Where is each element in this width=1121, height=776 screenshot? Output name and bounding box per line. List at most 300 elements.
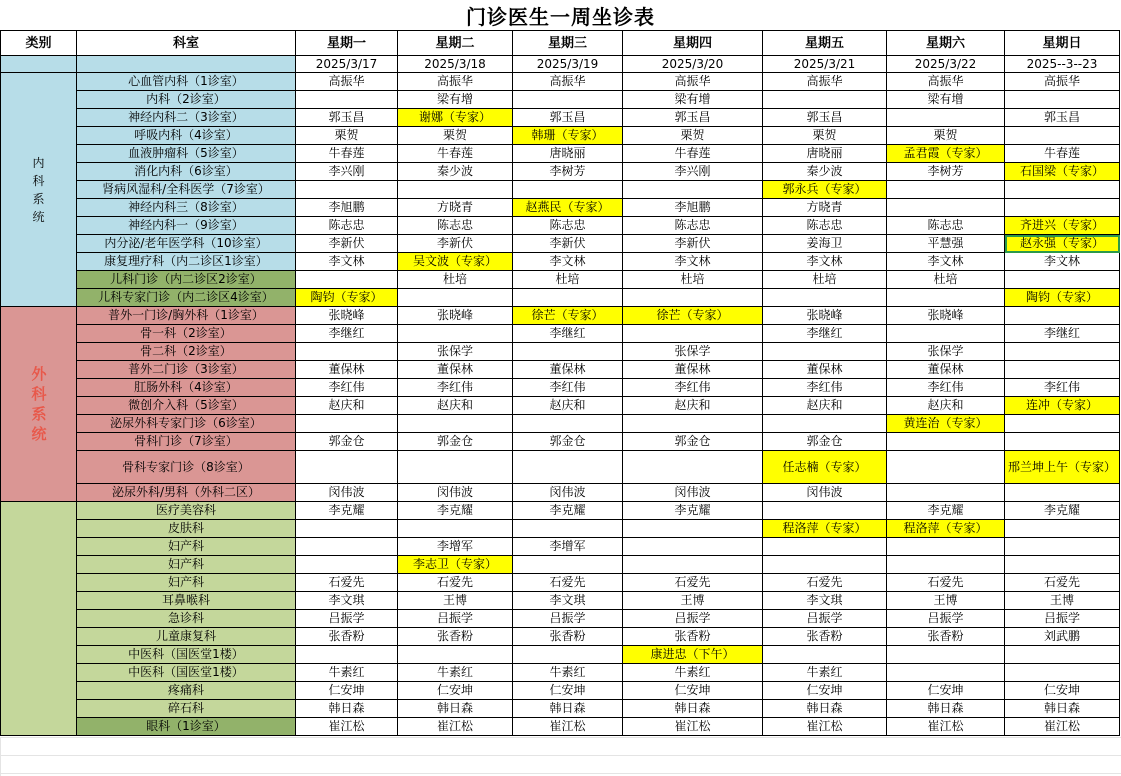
doctor-cell[interactable] [398,646,513,664]
doctor-cell[interactable]: 吕振学 [513,610,623,628]
column-header[interactable]: 类别 [1,31,77,56]
doctor-cell[interactable] [623,556,763,574]
doctor-cell[interactable]: 牛素红 [296,664,398,682]
doctor-cell[interactable]: 李树芳 [887,163,1005,181]
department-cell[interactable]: 中医科（国医堂1楼） [77,646,296,664]
department-cell[interactable]: 耳鼻喉科 [77,592,296,610]
department-cell[interactable]: 骨科门诊（7诊室） [77,433,296,451]
doctor-cell[interactable]: 梁有增 [398,91,513,109]
doctor-cell[interactable]: 郭金仓 [296,433,398,451]
doctor-cell[interactable]: 石爱先 [887,574,1005,592]
doctor-cell[interactable]: 石国梁（专家） [1005,163,1120,181]
doctor-cell[interactable]: 牛素红 [513,664,623,682]
doctor-cell[interactable]: 闵伟波 [513,484,623,502]
doctor-cell[interactable]: 吴文波（专家） [398,253,513,271]
doctor-cell[interactable]: 李红伟 [887,379,1005,397]
doctor-cell[interactable]: 韩珊（专家） [513,127,623,145]
doctor-cell[interactable]: 王博 [887,592,1005,610]
department-cell[interactable]: 内分泌/老年医学科（10诊室） [77,235,296,253]
doctor-cell[interactable]: 李文林 [763,253,887,271]
doctor-cell[interactable]: 董保林 [763,361,887,379]
doctor-cell[interactable]: 牛素红 [398,664,513,682]
doctor-cell[interactable]: 李志卫（专家） [398,556,513,574]
doctor-cell[interactable]: 徐芒（专家） [623,307,763,325]
doctor-cell[interactable]: 李继红 [513,325,623,343]
doctor-cell[interactable]: 吕振学 [887,610,1005,628]
department-cell[interactable]: 疼痛科 [77,682,296,700]
doctor-cell[interactable]: 唐晓丽 [513,145,623,163]
doctor-cell[interactable]: 黄连治（专家） [887,415,1005,433]
doctor-cell[interactable] [887,199,1005,217]
doctor-cell[interactable] [887,325,1005,343]
department-cell[interactable]: 儿科专家门诊（内二诊区4诊室） [77,289,296,307]
doctor-cell[interactable]: 石爱先 [296,574,398,592]
doctor-cell[interactable]: 秦少波 [398,163,513,181]
doctor-cell[interactable]: 连冲（专家） [1005,397,1120,415]
doctor-cell[interactable]: 陈志忠 [398,217,513,235]
doctor-cell[interactable] [1005,484,1120,502]
doctor-cell[interactable]: 牛素红 [763,664,887,682]
doctor-cell[interactable] [1005,538,1120,556]
doctor-cell[interactable] [1005,664,1120,682]
doctor-cell[interactable]: 郭玉昌 [513,109,623,127]
doctor-cell[interactable]: 杜培 [887,271,1005,289]
department-cell[interactable]: 普外一门诊/胸外科（1诊室） [77,307,296,325]
date-cell[interactable]: 2025--3--23 [1005,56,1120,73]
doctor-cell[interactable]: 闵伟波 [296,484,398,502]
doctor-cell[interactable]: 程洛萍（专家） [763,520,887,538]
doctor-cell[interactable]: 张晓峰 [398,307,513,325]
doctor-cell[interactable] [763,91,887,109]
department-cell[interactable]: 妇产科 [77,556,296,574]
doctor-cell[interactable] [513,556,623,574]
doctor-cell[interactable]: 闵伟波 [398,484,513,502]
doctor-cell[interactable] [513,289,623,307]
department-cell[interactable]: 中医科（国医堂1楼） [77,664,296,682]
department-cell[interactable]: 普外二门诊（3诊室） [77,361,296,379]
doctor-cell[interactable]: 李克耀 [1005,502,1120,520]
doctor-cell[interactable]: 秦少波 [763,163,887,181]
department-cell[interactable]: 肛肠外科（4诊室） [77,379,296,397]
department-cell[interactable]: 肾病风湿科/全科医学（7诊室） [77,181,296,199]
department-cell[interactable]: 神经内科二（3诊室） [77,109,296,127]
doctor-cell[interactable]: 韩日森 [1005,700,1120,718]
department-cell[interactable]: 眼科（1诊室） [77,718,296,736]
doctor-cell[interactable]: 李新伏 [513,235,623,253]
doctor-cell[interactable]: 赵庆和 [887,397,1005,415]
doctor-cell[interactable]: 石爱先 [1005,574,1120,592]
doctor-cell[interactable]: 郭玉昌 [623,109,763,127]
doctor-cell[interactable]: 李克耀 [398,502,513,520]
doctor-cell[interactable]: 董保林 [296,361,398,379]
doctor-cell[interactable] [513,415,623,433]
doctor-cell[interactable] [398,181,513,199]
doctor-cell[interactable]: 张晓峰 [887,307,1005,325]
date-cell[interactable]: 2025/3/22 [887,56,1005,73]
doctor-cell[interactable] [296,556,398,574]
doctor-cell[interactable]: 张香粉 [623,628,763,646]
doctor-cell[interactable] [398,451,513,484]
department-cell[interactable]: 内科（2诊室） [77,91,296,109]
date-row-blank[interactable] [77,56,296,73]
doctor-cell[interactable]: 邢兰坤上午（专家） [1005,451,1120,484]
doctor-cell[interactable]: 郭金仓 [623,433,763,451]
doctor-cell[interactable]: 张晓峰 [296,307,398,325]
doctor-cell[interactable] [1005,520,1120,538]
doctor-cell[interactable]: 仁安坤 [296,682,398,700]
doctor-cell[interactable]: 栗贺 [296,127,398,145]
date-cell[interactable]: 2025/3/20 [623,56,763,73]
doctor-cell[interactable]: 牛春莲 [296,145,398,163]
doctor-cell[interactable]: 李红伟 [296,379,398,397]
doctor-cell[interactable]: 郭金仓 [763,433,887,451]
doctor-cell[interactable] [763,502,887,520]
doctor-cell[interactable]: 吕振学 [296,610,398,628]
doctor-cell[interactable]: 高振华 [296,73,398,91]
doctor-cell[interactable] [398,415,513,433]
doctor-cell[interactable]: 李红伟 [763,379,887,397]
column-header[interactable]: 星期日 [1005,31,1120,56]
doctor-cell[interactable]: 梁有增 [623,91,763,109]
doctor-cell[interactable]: 杜培 [398,271,513,289]
doctor-cell[interactable]: 郭金仓 [513,433,623,451]
doctor-cell[interactable]: 韩日森 [296,700,398,718]
department-cell[interactable]: 妇产科 [77,538,296,556]
doctor-cell[interactable]: 李兴刚 [623,163,763,181]
department-cell[interactable]: 碎石科 [77,700,296,718]
doctor-cell[interactable]: 李新伏 [398,235,513,253]
doctor-cell[interactable]: 崔江松 [623,718,763,736]
doctor-cell[interactable]: 张保学 [398,343,513,361]
doctor-cell[interactable]: 高振华 [513,73,623,91]
doctor-cell[interactable]: 牛春莲 [398,145,513,163]
date-cell[interactable]: 2025/3/19 [513,56,623,73]
doctor-cell[interactable] [1005,307,1120,325]
doctor-cell[interactable]: 张晓峰 [763,307,887,325]
doctor-cell[interactable] [1005,127,1120,145]
doctor-cell[interactable]: 齐进兴（专家） [1005,217,1120,235]
doctor-cell[interactable]: 栗贺 [763,127,887,145]
doctor-cell[interactable]: 李旭鹏 [296,199,398,217]
doctor-cell[interactable]: 郭玉昌 [296,109,398,127]
doctor-cell[interactable]: 徐芒（专家） [513,307,623,325]
doctor-cell[interactable]: 李文林 [1005,253,1120,271]
doctor-cell[interactable] [1005,646,1120,664]
doctor-cell[interactable]: 李文琪 [296,592,398,610]
doctor-cell[interactable] [296,343,398,361]
doctor-cell[interactable]: 高振华 [763,73,887,91]
doctor-cell[interactable]: 李克耀 [623,502,763,520]
doctor-cell[interactable] [513,181,623,199]
doctor-cell[interactable] [513,520,623,538]
doctor-cell[interactable] [887,538,1005,556]
department-cell[interactable]: 儿科门诊（内二诊区2诊室） [77,271,296,289]
department-cell[interactable]: 骨一科（2诊室） [77,325,296,343]
doctor-cell[interactable] [623,181,763,199]
doctor-cell[interactable]: 李新伏 [296,235,398,253]
category-surgical[interactable] [1,307,77,502]
department-cell[interactable]: 血液肿瘤科（5诊室） [77,145,296,163]
doctor-cell[interactable]: 张香粉 [296,628,398,646]
doctor-cell[interactable] [398,325,513,343]
doctor-cell[interactable]: 仁安坤 [887,682,1005,700]
doctor-cell[interactable]: 董保林 [623,361,763,379]
doctor-cell[interactable]: 郭永兵（专家） [763,181,887,199]
doctor-cell[interactable] [887,181,1005,199]
doctor-cell[interactable]: 李树芳 [513,163,623,181]
doctor-cell[interactable]: 栗贺 [623,127,763,145]
doctor-cell[interactable]: 韩日森 [763,700,887,718]
column-header[interactable]: 星期六 [887,31,1005,56]
department-cell[interactable]: 微创介入科（5诊室） [77,397,296,415]
doctor-cell[interactable]: 郭金仓 [398,433,513,451]
doctor-cell[interactable]: 牛素红 [623,664,763,682]
doctor-cell[interactable] [1005,343,1120,361]
doctor-cell[interactable] [623,451,763,484]
doctor-cell[interactable]: 李文琪 [513,592,623,610]
doctor-cell[interactable]: 张香粉 [513,628,623,646]
doctor-cell[interactable]: 董保林 [887,361,1005,379]
doctor-cell[interactable]: 张保学 [623,343,763,361]
doctor-cell[interactable] [398,289,513,307]
doctor-cell[interactable]: 闵伟波 [763,484,887,502]
department-cell[interactable]: 急诊科 [77,610,296,628]
date-cell[interactable]: 2025/3/21 [763,56,887,73]
doctor-cell[interactable] [296,520,398,538]
doctor-cell[interactable] [887,484,1005,502]
department-cell[interactable]: 骨二科（2诊室） [77,343,296,361]
doctor-cell[interactable] [296,538,398,556]
doctor-cell[interactable]: 姜海卫 [763,235,887,253]
doctor-cell[interactable]: 陈志忠 [296,217,398,235]
doctor-cell[interactable]: 杜培 [513,271,623,289]
doctor-cell[interactable]: 陶钧（专家） [1005,289,1120,307]
doctor-cell[interactable] [513,451,623,484]
date-cell[interactable]: 2025/3/17 [296,56,398,73]
doctor-cell[interactable]: 赵庆和 [623,397,763,415]
doctor-cell[interactable] [1005,361,1120,379]
doctor-cell[interactable]: 崔江松 [513,718,623,736]
department-cell[interactable]: 医疗美容科 [77,502,296,520]
doctor-cell[interactable]: 栗贺 [398,127,513,145]
doctor-cell[interactable]: 高振华 [1005,73,1120,91]
doctor-cell[interactable]: 陈志忠 [887,217,1005,235]
doctor-cell[interactable]: 张香粉 [398,628,513,646]
doctor-cell[interactable] [887,451,1005,484]
doctor-cell[interactable] [887,646,1005,664]
doctor-cell[interactable]: 方晓青 [398,199,513,217]
doctor-cell[interactable]: 崔江松 [398,718,513,736]
doctor-cell[interactable]: 李克耀 [296,502,398,520]
department-cell[interactable]: 呼吸内科（4诊室） [77,127,296,145]
doctor-cell[interactable]: 韩日森 [887,700,1005,718]
doctor-cell[interactable]: 康进忠（下午） [623,646,763,664]
doctor-cell[interactable] [763,556,887,574]
doctor-cell[interactable]: 平慧强 [887,235,1005,253]
doctor-cell[interactable]: 李红伟 [623,379,763,397]
doctor-cell[interactable] [887,556,1005,574]
doctor-cell[interactable]: 赵庆和 [398,397,513,415]
doctor-cell[interactable] [1005,91,1120,109]
doctor-cell[interactable] [513,646,623,664]
doctor-cell[interactable] [887,109,1005,127]
doctor-cell[interactable]: 陶钧（专家） [296,289,398,307]
doctor-cell[interactable] [1005,433,1120,451]
doctor-cell[interactable]: 王博 [398,592,513,610]
department-cell[interactable]: 泌尿外科/男科（外科二区） [77,484,296,502]
doctor-cell[interactable]: 李克耀 [887,502,1005,520]
doctor-cell[interactable]: 程洛萍（专家） [887,520,1005,538]
doctor-cell[interactable]: 韩日森 [623,700,763,718]
doctor-cell[interactable] [1005,271,1120,289]
doctor-cell[interactable]: 郭玉昌 [763,109,887,127]
doctor-cell[interactable] [887,664,1005,682]
doctor-cell[interactable]: 吕振学 [1005,610,1120,628]
doctor-cell[interactable]: 张保学 [887,343,1005,361]
doctor-cell[interactable]: 栗贺 [887,127,1005,145]
doctor-cell[interactable]: 崔江松 [887,718,1005,736]
doctor-cell[interactable]: 牛春莲 [1005,145,1120,163]
doctor-cell[interactable] [513,343,623,361]
doctor-cell[interactable]: 崔江松 [763,718,887,736]
doctor-cell[interactable]: 石爱先 [623,574,763,592]
doctor-cell[interactable] [1005,415,1120,433]
department-cell[interactable]: 皮肤科 [77,520,296,538]
doctor-cell[interactable]: 石爱先 [763,574,887,592]
doctor-cell[interactable]: 仁安坤 [623,682,763,700]
doctor-cell[interactable] [763,289,887,307]
doctor-cell[interactable]: 方晓青 [763,199,887,217]
doctor-cell[interactable]: 郭玉昌 [1005,109,1120,127]
doctor-cell[interactable]: 赵庆和 [513,397,623,415]
doctor-cell[interactable]: 仁安坤 [513,682,623,700]
doctor-cell[interactable]: 陈志忠 [623,217,763,235]
doctor-cell[interactable]: 张香粉 [763,628,887,646]
department-cell[interactable]: 骨科专家门诊（8诊室） [77,451,296,484]
department-cell[interactable]: 神经内科三（8诊室） [77,199,296,217]
doctor-cell[interactable]: 闵伟波 [623,484,763,502]
doctor-cell[interactable]: 李文林 [296,253,398,271]
doctor-cell[interactable]: 仁安坤 [763,682,887,700]
doctor-cell[interactable] [763,646,887,664]
date-cell[interactable]: 2025/3/18 [398,56,513,73]
doctor-cell[interactable]: 杜培 [623,271,763,289]
doctor-cell[interactable]: 李继红 [296,325,398,343]
doctor-cell[interactable]: 李文林 [513,253,623,271]
doctor-cell[interactable]: 李文林 [623,253,763,271]
doctor-cell[interactable] [1005,181,1120,199]
department-cell[interactable]: 儿童康复科 [77,628,296,646]
doctor-cell[interactable]: 王博 [1005,592,1120,610]
doctor-cell[interactable]: 崔江松 [1005,718,1120,736]
doctor-cell[interactable]: 赵庆和 [763,397,887,415]
doctor-cell[interactable] [513,91,623,109]
doctor-cell[interactable]: 董保林 [398,361,513,379]
doctor-cell[interactable]: 李文琪 [763,592,887,610]
doctor-cell[interactable]: 李增军 [398,538,513,556]
doctor-cell[interactable]: 仁安坤 [1005,682,1120,700]
doctor-cell[interactable] [763,415,887,433]
doctor-cell[interactable]: 韩日森 [398,700,513,718]
doctor-cell[interactable] [296,646,398,664]
doctor-cell[interactable] [763,343,887,361]
doctor-cell[interactable]: 董保林 [513,361,623,379]
doctor-cell[interactable]: 李红伟 [513,379,623,397]
doctor-cell[interactable]: 王博 [623,592,763,610]
column-header[interactable]: 星期五 [763,31,887,56]
column-header[interactable]: 星期一 [296,31,398,56]
category-internal[interactable] [1,73,77,307]
doctor-cell[interactable]: 李增军 [513,538,623,556]
doctor-cell[interactable]: 谢娜（专家） [398,109,513,127]
doctor-cell[interactable]: 高振华 [398,73,513,91]
doctor-cell[interactable]: 李继红 [763,325,887,343]
doctor-cell[interactable]: 仁安坤 [398,682,513,700]
column-header[interactable]: 科室 [77,31,296,56]
doctor-cell[interactable]: 李兴刚 [296,163,398,181]
doctor-cell[interactable] [623,538,763,556]
doctor-cell[interactable] [623,415,763,433]
doctor-cell[interactable]: 赵永强（专家） [1005,235,1120,253]
doctor-cell[interactable]: 石爱先 [513,574,623,592]
doctor-cell[interactable]: 梁有增 [887,91,1005,109]
department-cell[interactable]: 泌尿外科专家门诊（6诊室） [77,415,296,433]
doctor-cell[interactable]: 赵燕民（专家） [513,199,623,217]
doctor-cell[interactable]: 唐晓丽 [763,145,887,163]
doctor-cell[interactable]: 李红伟 [1005,379,1120,397]
doctor-cell[interactable]: 高振华 [887,73,1005,91]
doctor-cell[interactable] [623,520,763,538]
doctor-cell[interactable] [398,520,513,538]
doctor-cell[interactable]: 李克耀 [513,502,623,520]
doctor-cell[interactable] [296,415,398,433]
doctor-cell[interactable]: 李旭鹏 [623,199,763,217]
department-cell[interactable]: 心血管内科（1诊室） [77,73,296,91]
doctor-cell[interactable] [296,91,398,109]
doctor-cell[interactable]: 韩日森 [513,700,623,718]
column-header[interactable]: 星期二 [398,31,513,56]
doctor-cell[interactable]: 任志楠（专家） [763,451,887,484]
date-row-blank[interactable] [1,56,77,73]
doctor-cell[interactable]: 高振华 [623,73,763,91]
doctor-cell[interactable] [887,433,1005,451]
department-cell[interactable]: 消化内科（6诊室） [77,163,296,181]
doctor-cell[interactable]: 孟君霞（专家） [887,145,1005,163]
column-header[interactable]: 星期四 [623,31,763,56]
doctor-cell[interactable] [623,325,763,343]
doctor-cell[interactable] [763,538,887,556]
doctor-cell[interactable]: 吕振学 [763,610,887,628]
doctor-cell[interactable]: 李新伏 [623,235,763,253]
department-cell[interactable]: 神经内科一（9诊室） [77,217,296,235]
doctor-cell[interactable] [296,451,398,484]
doctor-cell[interactable]: 吕振学 [398,610,513,628]
doctor-cell[interactable]: 李文林 [887,253,1005,271]
doctor-cell[interactable]: 陈志忠 [763,217,887,235]
department-cell[interactable]: 妇产科 [77,574,296,592]
doctor-cell[interactable]: 陈志忠 [513,217,623,235]
department-cell[interactable]: 康复理疗科（内二诊区1诊室） [77,253,296,271]
doctor-cell[interactable]: 张香粉 [887,628,1005,646]
doctor-cell[interactable]: 崔江松 [296,718,398,736]
doctor-cell[interactable]: 赵庆和 [296,397,398,415]
doctor-cell[interactable] [296,271,398,289]
doctor-cell[interactable] [1005,556,1120,574]
doctor-cell[interactable]: 石爱先 [398,574,513,592]
doctor-cell[interactable]: 牛春莲 [623,145,763,163]
doctor-cell[interactable]: 李继红 [1005,325,1120,343]
doctor-cell[interactable]: 李红伟 [398,379,513,397]
